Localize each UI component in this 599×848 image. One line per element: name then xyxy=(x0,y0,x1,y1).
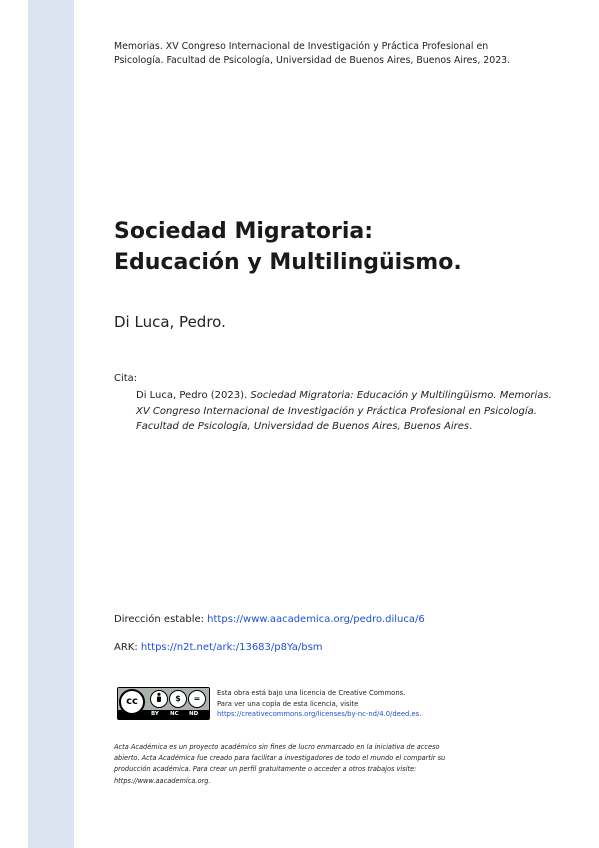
attribution-icon xyxy=(150,690,168,708)
by-label: BY xyxy=(151,711,159,717)
license-line-1: Esta obra está bajo una licencia de Creative Commons. xyxy=(217,689,406,697)
ark-row xyxy=(114,642,323,653)
license-link[interactable]: https://creativecommons.org/licenses/by-nc-nd/4.0/deed.es. xyxy=(217,710,422,718)
stable-address-link[interactable]: https://www.aacademica.org/pedro.diluca/6 xyxy=(207,614,425,625)
nd-label: ND xyxy=(189,711,199,717)
author-name: Di Luca, Pedro. xyxy=(114,313,226,331)
footer-line-2: abierto. Acta Académica fue creado para facilitar a investigadores de todo el mundo el compartir su xyxy=(114,754,446,763)
conference-header xyxy=(114,40,554,68)
cc-icon: cc xyxy=(119,689,145,715)
footer-line-4: https://www.aacademica.org. xyxy=(114,776,211,785)
title-line-2: Educación y Multilingüismo. xyxy=(114,250,462,275)
noderivatives-icon: = xyxy=(188,690,206,708)
title-line-1: Sociedad Migratoria: xyxy=(114,219,374,244)
citation-text xyxy=(136,388,556,435)
license-text xyxy=(217,688,497,720)
footer-line-1: Acta Académica es un proyecto académico sin fines de lucro enmarcado en la iniciativa de acceso xyxy=(114,743,440,751)
header-line-2: Psicología. Facultad de Psicología, Universidad de Buenos Aires, Buenos Aires, 2023. xyxy=(114,55,511,66)
cc-license-badge[interactable] xyxy=(117,687,210,720)
noncommercial-icon: $ xyxy=(169,690,187,708)
license-line-2: Para ver una copia de esta licencia, visite xyxy=(217,699,359,708)
nc-label: NC xyxy=(170,711,179,717)
ark-link[interactable]: https://n2t.net/ark:/13683/p8Ya/bsm xyxy=(140,642,323,653)
stable-address-row xyxy=(114,614,425,625)
footer-line-3: producción académica. Para crear un perfil gratuitamente o acceder a otros trabajos visite: xyxy=(114,765,417,774)
citation-italic: Sociedad Migratoria: Educación y Multilingüismo. Memorias. XV Congreso Internacional de Investigación y Práctica Profesional en Psicología. Facultad de Psicología, Universidad de Buenos Aires, Buenos Aires xyxy=(136,390,552,432)
footer-note xyxy=(114,742,534,787)
ark-label: ARK: xyxy=(114,642,141,653)
document-title xyxy=(114,216,554,278)
stable-address-label: Dirección estable: xyxy=(114,614,208,625)
citation-prefix: Di Luca, Pedro (2023). xyxy=(136,390,251,401)
header-line-1: Memorias. XV Congreso Internacional de Investigación y Práctica Profesional en xyxy=(114,41,489,52)
citation-suffix: . xyxy=(469,421,473,432)
citation-label: Cita: xyxy=(114,373,138,384)
